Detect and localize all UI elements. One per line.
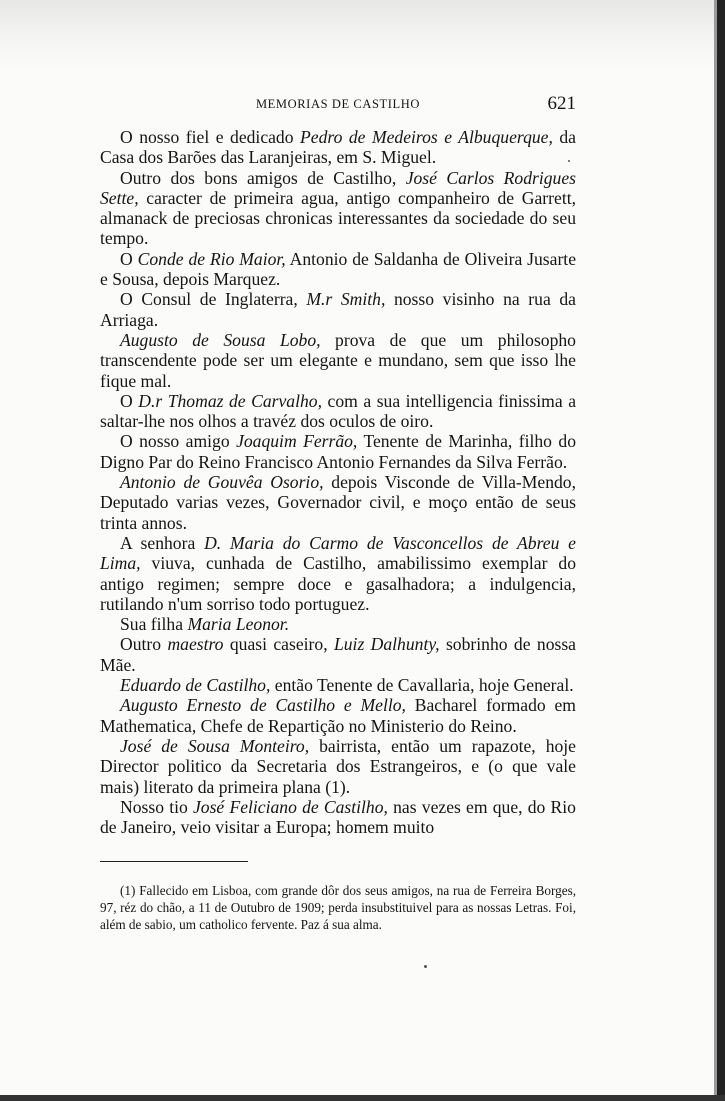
footnote: (1) Fallecido em Lisboa, com grande dôr dos seus amigos, na rua de Ferreira Borges, 97, réz do chão, a 11 de Outubro de 1909; perda insubstituivel para as nossas Letras. Foi, além de sabio, um catholico fervente. Paz á sua alma.	[100, 883, 576, 932]
text-run: sobrinho de nossa Mãe.	[100, 634, 576, 675]
italic-run: José Carlos Rodrigues Sette,	[100, 167, 577, 208]
italic-run: Luiz Dalhunty,	[333, 634, 440, 655]
italic-run: Augusto de Sousa Lobo,	[120, 329, 321, 350]
italic-run: maestro	[167, 634, 224, 655]
text-run: O Consul de Inglaterra,	[120, 289, 307, 310]
scan-speck	[424, 965, 427, 968]
text-run: Nosso tio	[120, 796, 193, 817]
scan-edge-bottom	[0, 1095, 725, 1101]
italic-run: Conde de Rio Maior,	[137, 248, 286, 269]
text-run: bairrista, então um rapazote, hoje Director politico da Secretaria dos Estrangeiros, e (o que vale mais) literato da primeira plana (1).	[100, 735, 576, 797]
italic-run: D.r Thomaz de Carvalho,	[138, 390, 322, 411]
paragraph	[100, 695, 576, 736]
text-run: então Tenente de Cavallaria, hoje General.	[270, 675, 574, 696]
italic-run: José Feliciano de Castilho,	[192, 796, 388, 817]
text-run: Bacharel formado em Mathematica, Chefe de Repartição no Ministerio do Reino.	[100, 695, 576, 736]
italic-run: Pedro de Medeiros e Albuquerque,	[300, 127, 553, 147]
scan-speck	[568, 160, 570, 162]
page-header	[100, 93, 576, 115]
text-run: A senhora	[120, 532, 205, 553]
italic-run: Antonio de Gouvêa Osorio,	[120, 472, 324, 493]
text-run: quasi caseiro,	[223, 634, 334, 655]
text-run: nosso visinho na rua da Arriaga.	[100, 289, 576, 330]
text-run: da Casa dos Barões das Laranjeiras, em S. Miguel.	[100, 127, 576, 168]
scan-shadow-top	[0, 0, 725, 70]
text-run: Outro	[120, 634, 168, 655]
text-run: viuva, cunhada de Castilho, amabilissimo exemplar do antigo regimen; sempre doce e gasalhadora; a indulgencia, rutilando n'um sorriso todo portuguez.	[100, 553, 576, 614]
italic-run: José de Sousa Monteiro,	[120, 735, 310, 756]
footnote-rule	[100, 861, 248, 862]
paragraph	[100, 431, 576, 472]
text-run: O	[120, 248, 138, 269]
body-text	[100, 127, 576, 837]
paragraph	[100, 736, 576, 797]
text-run: O nosso amigo	[120, 431, 237, 452]
text-run: depois Visconde de Villa-Mendo, Deputado varias vezes, Governador civil, e moço então de seus trinta annos.	[100, 472, 576, 533]
text-run: Tenente de Marinha, filho do Digno Par do Reino Francisco Antonio Fernandes da Silva Ferrão.	[100, 431, 577, 472]
text-run: Outro dos bons amigos de Castilho,	[120, 167, 406, 188]
paragraph	[100, 289, 576, 330]
paragraph	[100, 249, 576, 290]
paragraph	[100, 797, 576, 838]
paragraph	[100, 614, 576, 634]
italic-run: M.r Smith,	[306, 289, 386, 310]
text-run: caracter de primeira agua, antigo companheiro de Garrett, almanack de preciosas chronicas interessantes da sociedade do seu tempo.	[100, 187, 576, 249]
running-title: MEMORIAS DE CASTILHO	[255, 97, 421, 111]
text-run: O	[120, 390, 139, 411]
footnotes	[100, 882, 576, 933]
paragraph	[100, 330, 576, 391]
scan-edge-right	[717, 0, 725, 1101]
text-run: prova de que um philosopho transcendente pode ser um elegante e mundano, sem que isso lhe fique mal.	[100, 329, 576, 391]
paragraph	[100, 634, 576, 675]
paragraph	[100, 675, 576, 695]
paragraph	[100, 533, 576, 614]
italic-run: Maria Leonor.	[187, 614, 290, 635]
paragraph	[100, 127, 576, 168]
page-number: 621	[547, 93, 576, 114]
paragraph	[100, 391, 576, 432]
text-run: Sua filha	[120, 614, 188, 635]
italic-run: D. Maria do Carmo de Vasconcellos de Abreu e Lima,	[100, 532, 576, 574]
paragraph	[100, 168, 576, 249]
text-run: nas vezes em que, do Rio de Janeiro, veio visitar a Europa; homem muito	[100, 796, 576, 838]
text-run: O nosso fiel e dedicado	[120, 127, 301, 147]
paragraph	[100, 472, 576, 533]
italic-run: Joaquim Ferrão,	[236, 431, 358, 452]
text-run: com a sua intelligencia finissima a saltar-lhe nos olhos a travéz dos oculos de oiro.	[100, 390, 577, 432]
italic-run: Augusto Ernesto de Castilho e Mello,	[120, 695, 406, 716]
italic-run: Eduardo de Castilho,	[120, 675, 271, 696]
text-run: Antonio de Saldanha de Oliveira Jusarte e Sousa, depois Marquez.	[100, 248, 576, 290]
